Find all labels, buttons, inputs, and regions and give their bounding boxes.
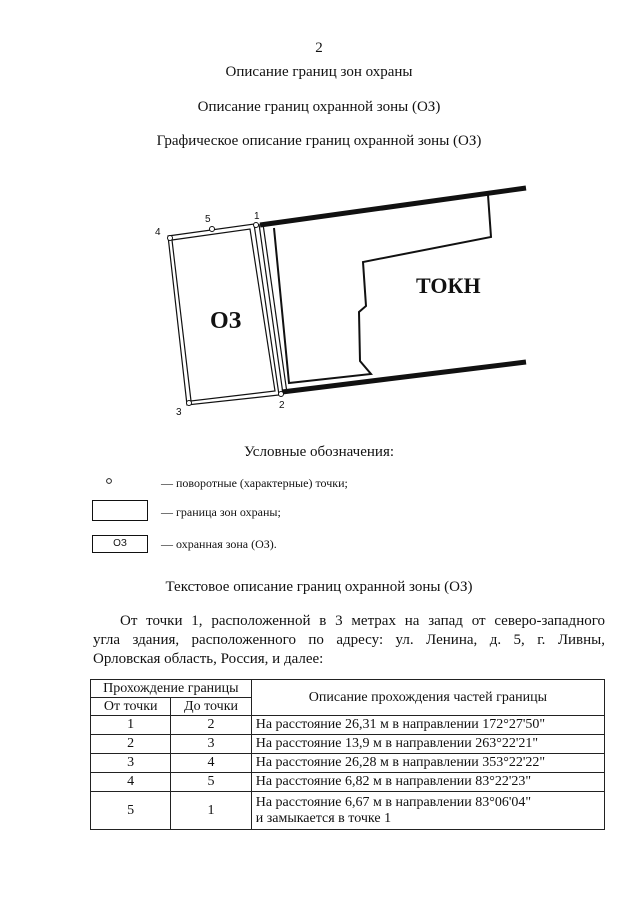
building-label: ТОКН (416, 273, 481, 298)
table-row (91, 716, 605, 735)
turning-point-icon (104, 476, 114, 486)
from-cell: 4 (91, 773, 171, 792)
desc-cell: На расстояние 26,28 м в направлении 353°22'22" (251, 754, 604, 773)
point-4-marker (168, 236, 173, 241)
point-2-label: 2 (279, 400, 285, 411)
from-cell: 2 (91, 735, 171, 754)
point-4-label: 4 (155, 227, 161, 238)
table-row (91, 754, 605, 773)
page-number: 2 (315, 40, 323, 56)
point-1-marker (254, 223, 259, 228)
desc-line-2: и замыкается в точке 1 (255, 810, 392, 826)
paragraph-line-2: угла здания, расположенного по адресу: ул. Ленина, д. 5, г. Ливны, (93, 632, 605, 648)
building-outline (260, 188, 526, 392)
from-cell: 3 (91, 754, 171, 773)
to-cell: 2 (171, 716, 251, 735)
legend-boundary-text: — граница зон охраны; (161, 505, 281, 519)
point-5-label: 5 (205, 214, 211, 225)
to-cell: 4 (171, 754, 251, 773)
from-header: От точки (91, 698, 171, 716)
point-5-marker (210, 227, 215, 232)
table-row (91, 773, 605, 792)
legend-boundary-symbol (92, 500, 148, 521)
zone-heading: Описание границ охранной зоны (ОЗ) (197, 99, 441, 115)
zone-label: ОЗ (210, 308, 242, 334)
table-row (91, 792, 605, 830)
table-row (91, 735, 605, 754)
to-cell: 5 (171, 773, 251, 792)
page-heading: Описание границ зон охраны (225, 64, 413, 80)
desc-cell: На расстояние 6,82 м в направлении 83°22'23" (251, 773, 604, 792)
to-header: До точки (171, 698, 251, 716)
desc-cell: На расстояние 26,31 м в направлении 172°27'50" (251, 716, 604, 735)
legend-zone-symbol: ОЗ (92, 535, 148, 553)
from-cell: 5 (91, 792, 171, 830)
point-3-label: 3 (176, 407, 182, 418)
paragraph-line-1: От точки 1, расположенной в 3 метрах на запад от северо-западного (120, 613, 605, 629)
to-cell: 1 (171, 792, 251, 830)
to-cell: 3 (171, 735, 251, 754)
desc-cell (251, 792, 604, 830)
legend-title: Условные обозначения: (243, 444, 395, 460)
point-3-marker (187, 401, 192, 406)
description-paragraph (93, 612, 605, 669)
desc-line-1: На расстояние 6,67 м в направлении 83°06'04" (255, 794, 532, 810)
paragraph-line-3: Орловская область, Россия, и далее: (93, 651, 324, 667)
boundary-table (90, 679, 605, 830)
legend-points-text: — поворотные (характерные) точки; (161, 476, 348, 490)
desc-header: Описание прохождения частей границы (251, 680, 604, 716)
site-plan (0, 170, 638, 430)
desc-cell: На расстояние 13,9 м в направлении 263°22'21" (251, 735, 604, 754)
from-cell: 1 (91, 716, 171, 735)
point-1-label: 1 (254, 211, 260, 222)
legend-zone-text: — охранная зона (ОЗ). (161, 537, 277, 551)
group-header: Прохождение границы (91, 680, 252, 698)
point-2-marker (279, 392, 284, 397)
text-description-heading: Текстовое описание границ охранной зоны (ОЗ) (165, 579, 473, 595)
graphic-heading: Графическое описание границ охранной зоны (ОЗ) (156, 133, 482, 149)
